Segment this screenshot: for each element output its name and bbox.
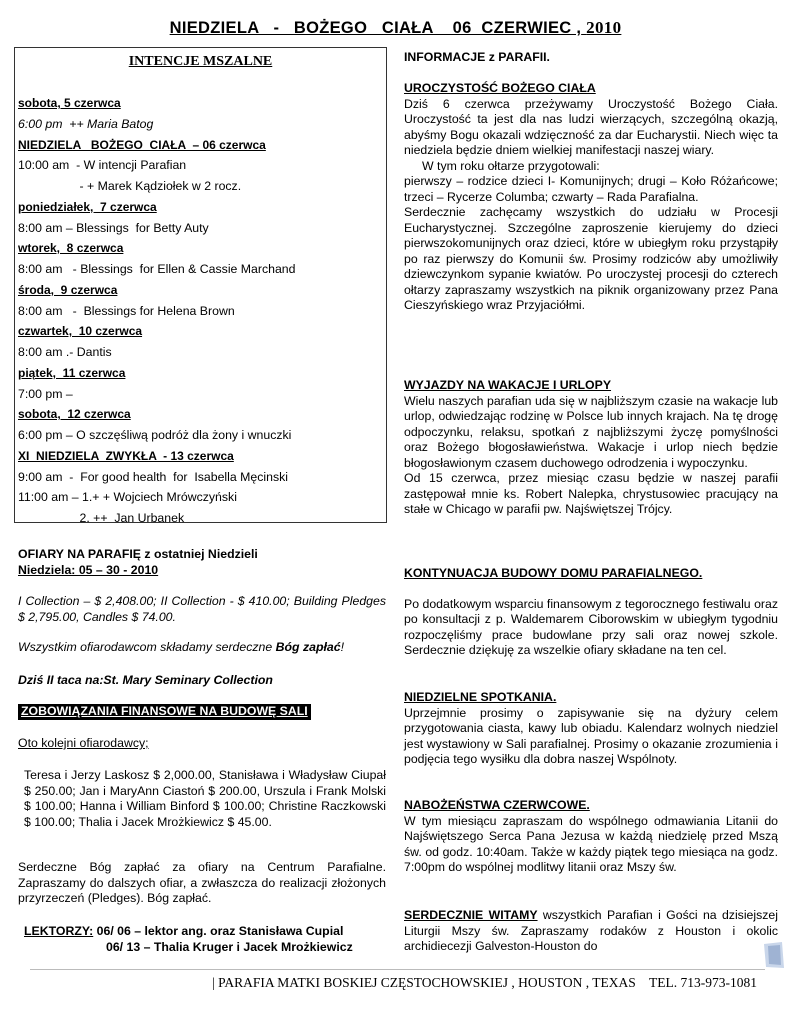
paragraph: Uprzejmnie prosimy o zapisywanie się na dyżury celem przygotowania ciasta, kawy lub obiadu. Kalendarz wolnych niedziel jest wystawiony w Sali parafialnej. Prosimy o okazanie zrozumienia i podjęcia tego wysiłku dla dobra naszej Wspólnoty. (404, 705, 778, 766)
second-collection: Dziś II taca na:St. Mary Seminary Collection (18, 673, 273, 687)
intention-entry: 2. ++ Jan Urbanek (18, 511, 185, 525)
intention-day: poniedziałek, 7 czerwca (18, 199, 157, 214)
lectors-line1: 06/ 06 – lektor ang. oraz Stanisława Cupial (93, 924, 344, 938)
section-welcome (404, 908, 778, 955)
pledges-bar-wrap (18, 704, 386, 720)
intention-entry: 10:00 am - W intencji Parafian (18, 158, 187, 173)
offerings-thanks: Wszystkim ofiarodawcom składamy serdeczne Bóg zapłać! (18, 640, 344, 654)
intention-entry: 11:00 am – 1.+ + Wojciech Mrówczyński (18, 490, 237, 505)
footer-divider (30, 969, 765, 970)
offerings-heading: OFIARY NA PARAFIĘ z ostatniej Niedzieli (18, 547, 258, 561)
paragraph: Po dodatkowym wsparciu finansowym z tegorocznego festiwalu oraz po konsultacji z p. Waldemarem Ciborowskim w ubiegłym tygodniu rozpoczęliśmy prace budowlane przy sali oraz nowej szkole. Serdecznie dziękuję za wszelkie ofiary składane na ten cel. (404, 596, 778, 657)
intention-entry: 8:00 am - Blessings for Ellen & Cassie Marchand (18, 262, 296, 276)
intention-day: piątek, 11 czerwca (18, 365, 126, 380)
intentions-heading: INTENCJE MSZALNE (128, 54, 273, 69)
paragraph: Wielu naszych parafian uda się w najbliższym czasie na wakacje lub urlop, odwiedzając rodzinę w Polsce lub innych krajach. Na tę drogę odpoczynku, relaksu, spotkań z najbliższymi życzę pomyślności oraz Bożego błogosławieństwa. Wakacje i urlop niech będzie błogosławionym czasem duchowego odrodzenia i wypoczynku. (404, 393, 778, 470)
section-building (404, 566, 778, 659)
section-title: KONTYNUACJA BUDOWY DOMU PARAFIALNEGO. (404, 566, 703, 580)
intention-entry: 6:00 pm ++ Maria Batog (18, 116, 154, 131)
intention-entry: - + Marek Kądziołek w 2 rocz. (18, 179, 242, 193)
section-title: WYJAZDY NA WAKACJE I URLOPY (404, 378, 612, 392)
pledges-bar: ZOBOWIĄZANIA FINANSOWE NA BUDOWĘ SALI (18, 704, 311, 720)
intention-entry: 8:00 am - Blessings for Helena Brown (18, 303, 235, 318)
paragraph: W tym roku ołtarze przygotowali: (422, 158, 600, 173)
donors-list: Teresa i Jerzy Laskosz $ 2,000.00, Stanisława i Władysław Ciupał $ 250.00; Jan i MaryAnn Ciastoń $ 200.00, Urszula i Frank Molski $ 100.00; Hanna i William Binford $ 100.00; Christine Raczkowski $ 100.00; Thalia i Jacek Mrożkiewicz $ 45.00. (24, 768, 386, 829)
intention-entry: 8:00 am – Blessings for Betty Auty (18, 220, 209, 235)
section-sunday-meetings (404, 690, 778, 768)
section-title: SERDECZNIE WITAMY (404, 908, 538, 922)
intention-day: wtorek, 8 czerwca (18, 241, 124, 256)
donors-label: Oto kolejni ofiarodawcy; (18, 736, 149, 750)
intention-entry: 7:00 pm – (18, 386, 73, 401)
intention-day: czwartek, 10 czerwca (18, 324, 143, 339)
paragraph: Od 15 czerwca, przez miesiąc czasu będzie w naszej parafii zastępował mnie ks. Robert Nalepka, chrystusowiec pracujący na stałe w Chicago w parafii pw. Najświętszej Trójcy. (404, 471, 778, 516)
intention-day: NIEDZIELA BOŻEGO CIAŁA – 06 czerwca (18, 137, 266, 152)
intention-entry: 9:00 am - For good health for Isabella Męcinski (18, 469, 288, 484)
intentions-list (18, 93, 383, 529)
page-title: NIEDZIELA - BOŻEGO CIAŁA 06 CZERWIEC , 2010 (169, 18, 622, 37)
offerings-date: Niedziela: 05 – 30 - 2010 (18, 562, 159, 577)
lectors-label: LEKTORZY: (24, 924, 94, 938)
paragraph: wszystkich Parafian i Gości na dzisiejszej Liturgii Mszy św. Zapraszamy rodaków z Houston i okolic archidiecezji Galveston-Houston do (404, 908, 778, 953)
section-title: NABOŻEŃSTWA CZERWCOWE. (404, 798, 590, 812)
lectors-line2: 06/ 13 – Thalia Kruger i Jacek Mrożkiewicz (106, 939, 353, 954)
section-corpus-christi (404, 81, 778, 314)
offerings-collections: I Collection – $ 2,408.00; II Collection - $ 410.00; Building Pledges $ 2,795.00, Candles $ 74.00. (18, 594, 386, 624)
intention-day: XI NIEDZIELA ZWYKŁA - 13 czerwca (18, 448, 234, 463)
section-title: UROCZYSTOŚĆ BOŻEGO CIAŁA (404, 81, 596, 95)
title-year: 2010 (586, 18, 622, 37)
intention-day: środa, 9 czerwca (18, 282, 118, 297)
section-title: NIEDZIELNE SPOTKANIA. (404, 690, 557, 704)
page-curl-icon (762, 940, 786, 970)
intention-entry: 8:00 am .- Dantis (18, 345, 112, 359)
paragraph: W tym miesiącu zapraszam do wspólnego odmawiania Litanii do Najświętszego Serca Pana Jezusa w każdą niedzielę przed Mszą św. od godz. 10:40am. Także w każdy piątek tego miesiąca na godz. 7:00pm do wspólnej modlitwy litanii oraz Mszy św. (404, 813, 778, 874)
intention-day: sobota, 12 czerwca (18, 407, 131, 422)
paragraph: pierwszy – rodzice dzieci I- Komunijnych; drugi – Koło Różańcowe; trzeci – Rycerze Columba; czwarty – Rada Parafialna. (404, 174, 778, 204)
paragraph: Dziś 6 czerwca przeżywamy Uroczystość Bożego Ciała. Uroczystość ta jest dla nas ludzi wierzących, szczególną okazją, abyśmy Bogu okazali wdzięczność za dar Eucharystii. Niech więc ta niedziela będzie dniem wielkiej manifestacji naszej wiary. (404, 96, 778, 157)
lectors (24, 924, 386, 955)
paragraph: Serdecznie zachęcamy wszystkich do udziału w Procesji Eucharystycznej. Szczególne zaproszenie kierujemy do dzieci pierwszokomunijnych oraz dzieci, które w ubiegłym roku przystąpiły po raz pierwszy do Komunii św. Prosimy rodziców aby umożliwiły dziewczynkom sypanie kwiatów. Po uroczystej procesji do czterech ołtarzy zapraszamy wszystkich na piknik organizowany przez Pana Cieszyńskiego wraz Przyjaciółmi. (404, 205, 778, 312)
intention-entry: 6:00 pm – O szczęśliwą podróż dla żony i wnuczki (18, 428, 292, 442)
centrum-text: Serdeczne Bóg zapłać za ofiary na Centrum Parafialne. Zapraszamy do dalszych ofiar, a zwłaszcza do realizacji złożonych przyrzeczeń (Pledges). Bóg zapłać. (18, 860, 386, 905)
footer: | PARAFIA MATKI BOSKIEJ CZĘSTOCHOWSKIEJ , HOUSTON , TEXAS TEL. 713-973-1081 (212, 975, 757, 990)
offerings-heading-block (18, 547, 386, 578)
intention-day: sobota, 5 czerwca (18, 96, 121, 110)
section-vacations (404, 378, 778, 518)
section-june-devotions (404, 798, 778, 876)
info-heading: INFORMACJE z PARAFII. (404, 50, 550, 64)
